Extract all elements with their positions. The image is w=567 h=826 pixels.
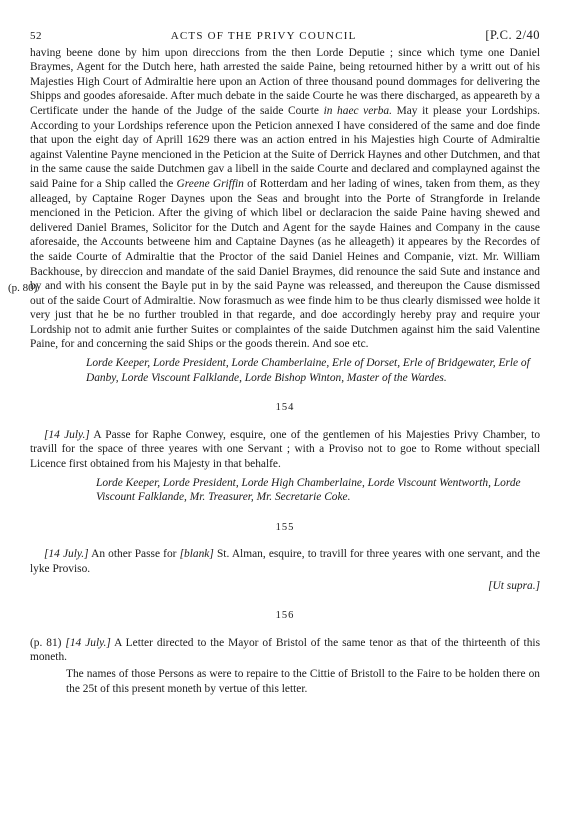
document-reference: [P.C. 2/40 — [485, 28, 540, 42]
entry-156-enclosure: The names of those Persons as were to repaire to the Cittie of Bristoll to the Faire to be holden there on the 25t of this present moneth by vertue of this letter. — [66, 667, 540, 695]
running-title: ACTS OF THE PRIVY COUNCIL — [170, 30, 357, 42]
signatories-153: Lorde Keeper, Lorde President, Lorde Chamberlaine, Erle of Dorset, Erle of Bridgewater, Erle of Danby, Lorde Viscount Falklande, Lorde Bishop Winton, Master of the Wardes. — [86, 357, 530, 384]
blank-marker: [blank] — [179, 548, 214, 561]
signatories-154: Lorde Keeper, Lorde President, Lorde High Chamberlaine, Lorde Viscount Wentworth, Lorde Viscount Falklande, Mr. Treasurer, Mr. Secretarie Coke. — [96, 476, 521, 504]
ship-name: Greene Griffin — [176, 177, 244, 190]
entry-number-154: 154 — [275, 402, 295, 414]
entry-number-156: 156 — [275, 610, 295, 622]
entry-153-body: having beene done by him upon direccions from the then Lorde Deputie ; since which tyme one Daniel Braymes, Agent for the Dutch here, hath arrested the saide Paine, being retourned hither by a writt out of his Majesties High Court of Admiraltie here upon an Action of three thousand pound dommages for delivering the Shipps and goodes aforesaide. After much debate in the saide Courte he was there discharged, as appeareth by a Certificate under the hande of the Judge of the saide Courte in haec verba. May it please your Lordships. According to your Lordships reference upon the Peticion annexed I have considered of the same and doe finde that upon the eight day of Aprill 1629 there was an action entred in his Majesties high Courte of Admiraltie against Valentine Payne mencioned in the Peticion at the Suite of Derrick Haynes and other Dutchmen, and that in the same cause the saide Dutchmen gav a libell in the saide Courte and declared and complayned against the said Paine for a Ship called the Greene Griffin of Rotterdam and her lading of wines, taken from them, as they alleaged, by Captaine Roger Daynes upon the Seas and brought into the Porte of Strangforde in Irelande mencioned in the Peticion. After the giving of which libel or declaracion the saide Paine having shewed and delivered Daniel Brames, Solicitor for the Dutch and Agent for the sayde Haines and Company in the cause aforesaide, the Accounts betweene him and Captaine Daynes (as he alleageth) it appeares by the Recordes of the saide Courte of Admiraltie that the Proctor of the said Daniel Heines and Companie, vizt. Mr. William Backhouse, by direccion and mandate of the said Daniel Braymes, did renounce the said Sute and instance and by and with his consent the Bayle put in by the said Payne was releassed, and thereupon the Cause dismissed out of the saide Court of Admiraltie. Now forasmuch as wee finde him to be thus clearly dismissed wee holde it very just that he be no further troubled in that regarde, and doe accordingly hereby pray and require your Lordship not to admit anie further Suites or complaintes of the saide Dutchmen against him the said Valentine Paine, for and concerning the said Ships or the goods therein. And soe etc. — [30, 46, 540, 351]
latin-phrase: in haec verba. — [323, 104, 392, 117]
page-reference: (p. 81) — [30, 636, 62, 649]
entry-date: [14 July.] — [65, 636, 111, 649]
margin-page-note: (p. 80) — [8, 281, 38, 294]
page-number: 52 — [30, 30, 42, 42]
running-header — [30, 28, 540, 44]
entry-155-body: [14 July.] An other Passe for [blank] St. Alman, esquire, to travill for three yeares with one servant, and the lyke Proviso. — [30, 548, 540, 575]
entry-156-body: (p. 81) [14 July.] A Letter directed to the Mayor of Bristol of the same tenor as that of the thirteenth of this moneth. — [30, 636, 541, 664]
entry-number-155: 155 — [275, 521, 295, 533]
entry-153 — [8, 46, 540, 386]
entry-date: [14 July.] — [44, 548, 89, 561]
entry-154-body: [14 July.] A Passe for Raphe Conwey, esquire, one of the gentlemen of his Majesties Privy Chamber, to travill for the space of three yeares with one Servant ; with a Proviso not to goe to Rome without speciall Licence first obtained from his Majesty in that behalfe. — [30, 428, 541, 471]
entry-date: [14 July.] — [44, 428, 90, 441]
ut-supra: [Ut supra.] — [488, 579, 540, 592]
document-page — [8, 28, 541, 696]
